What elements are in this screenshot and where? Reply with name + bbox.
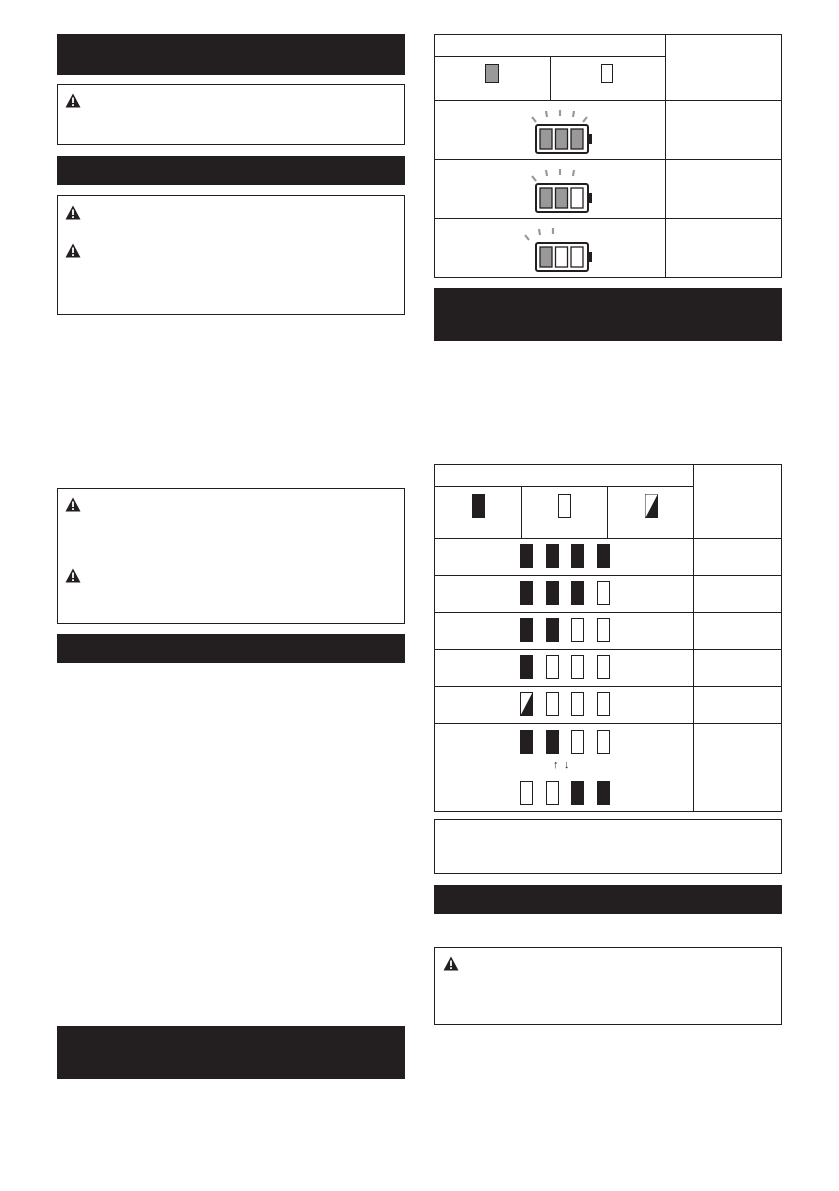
battery-row-1 bbox=[435, 101, 666, 160]
indicator-row-1-right bbox=[694, 539, 782, 576]
lit-lamp-icon bbox=[597, 781, 610, 805]
indicator-row-3-right bbox=[694, 613, 782, 650]
indicator-row-4 bbox=[435, 650, 694, 687]
indicator-row-3 bbox=[435, 613, 694, 650]
battery-row-2-right bbox=[666, 160, 782, 219]
lamp-ray bbox=[546, 111, 547, 117]
warning-triangle-icon bbox=[65, 568, 81, 583]
battery-segment bbox=[556, 129, 568, 149]
indicator-legend-lit bbox=[435, 487, 522, 539]
down-arrow-icon: ↓ bbox=[564, 759, 570, 771]
indicator-row-6-right bbox=[694, 724, 782, 812]
warning-triangle-icon bbox=[65, 497, 81, 512]
battery-icon bbox=[524, 105, 604, 157]
unlit-lamp-icon bbox=[571, 655, 584, 679]
warning-box-2 bbox=[57, 195, 405, 315]
unlit-lamp-icon bbox=[546, 781, 559, 805]
battery-row-3 bbox=[435, 219, 666, 278]
unlit-lamp-icon bbox=[546, 692, 559, 716]
section-header-bar-4 bbox=[57, 1026, 405, 1079]
lit-lamp-icon bbox=[597, 544, 610, 568]
half-lit-lamp-icon bbox=[645, 494, 658, 518]
lit-lamp-icon bbox=[520, 618, 533, 642]
battery-level-table bbox=[434, 34, 782, 278]
lamp-ray bbox=[532, 176, 536, 181]
battery-segment bbox=[556, 247, 568, 267]
section-header-bar-6 bbox=[434, 885, 782, 914]
lit-lamp-icon bbox=[520, 544, 533, 568]
indicator-row-5 bbox=[435, 687, 694, 724]
battery-icon bbox=[524, 164, 604, 216]
unlit-lamp-icon bbox=[597, 655, 610, 679]
indicator-row-2-right bbox=[694, 576, 782, 613]
indicator-row-6 bbox=[435, 724, 694, 812]
battery-terminal bbox=[588, 193, 592, 203]
lit-lamp-icon bbox=[472, 494, 485, 518]
lamp-ray bbox=[525, 235, 529, 240]
unlit-lamp-icon bbox=[571, 730, 584, 754]
lit-lamp-icon bbox=[520, 655, 533, 679]
unlit-lamp-icon bbox=[520, 781, 533, 805]
lamp-ray bbox=[583, 117, 587, 122]
warning-triangle-icon bbox=[65, 243, 81, 258]
unlit-lamp-icon bbox=[597, 581, 610, 605]
lit-lamp-icon bbox=[520, 730, 533, 754]
battery-row-1-right bbox=[666, 101, 782, 160]
indicator-row-4-right bbox=[694, 650, 782, 687]
battery-terminal bbox=[588, 134, 592, 144]
lamp-ray bbox=[573, 111, 574, 117]
battery-segment bbox=[540, 188, 552, 208]
battery-row-3-right bbox=[666, 219, 782, 278]
warning-triangle-icon bbox=[443, 956, 459, 971]
battery-segment bbox=[571, 247, 583, 267]
indicator-lamp-table bbox=[434, 464, 782, 812]
warning-box-4 bbox=[434, 947, 782, 1025]
lamp-ray bbox=[573, 170, 574, 176]
section-header-bar-5 bbox=[434, 288, 782, 341]
warning-triangle-icon bbox=[65, 205, 81, 220]
lit-lamp-icon bbox=[485, 64, 499, 83]
section-header-bar-2 bbox=[57, 156, 405, 185]
unlit-lamp-icon bbox=[597, 730, 610, 754]
lit-lamp-icon bbox=[571, 581, 584, 605]
battery-legend-lit bbox=[435, 57, 551, 101]
indicator-table-header-right bbox=[694, 465, 782, 539]
unlit-lamp-icon bbox=[597, 618, 610, 642]
unlit-lamp-icon bbox=[601, 64, 613, 83]
battery-segment bbox=[571, 129, 583, 149]
section-header-bar-1 bbox=[57, 34, 405, 75]
unlit-lamp-icon bbox=[571, 618, 584, 642]
lit-lamp-icon bbox=[546, 618, 559, 642]
lamp-ray bbox=[546, 170, 547, 176]
warning-triangle-icon bbox=[65, 93, 81, 108]
lit-lamp-icon bbox=[546, 581, 559, 605]
lamp-ray bbox=[539, 229, 540, 235]
battery-icon bbox=[524, 223, 604, 275]
battery-segment bbox=[540, 247, 552, 267]
lamp-ray bbox=[532, 117, 536, 122]
unlit-lamp-icon bbox=[558, 494, 571, 518]
indicator-table-header bbox=[435, 465, 694, 487]
battery-segment bbox=[571, 188, 583, 208]
warning-box-1 bbox=[57, 84, 405, 145]
warning-box-3 bbox=[57, 488, 405, 624]
half-lit-lamp-icon bbox=[520, 692, 533, 716]
battery-segment bbox=[540, 129, 552, 149]
unlit-lamp-icon bbox=[546, 655, 559, 679]
up-arrow-icon: ↑ bbox=[553, 759, 559, 771]
battery-terminal bbox=[588, 252, 592, 262]
battery-table-header bbox=[435, 35, 666, 57]
lit-lamp-icon bbox=[571, 544, 584, 568]
section-header-bar-3 bbox=[57, 634, 405, 663]
battery-segment bbox=[556, 188, 568, 208]
unlit-lamp-icon bbox=[571, 692, 584, 716]
battery-row-2 bbox=[435, 160, 666, 219]
unlit-lamp-icon bbox=[597, 692, 610, 716]
lit-lamp-icon bbox=[546, 730, 559, 754]
indicator-row-2 bbox=[435, 576, 694, 613]
lit-lamp-icon bbox=[520, 581, 533, 605]
indicator-row-5-right bbox=[694, 687, 782, 724]
indicator-row-1 bbox=[435, 539, 694, 576]
battery-table-header-right bbox=[666, 35, 782, 101]
battery-legend-off bbox=[551, 57, 666, 101]
lit-lamp-icon bbox=[571, 781, 584, 805]
indicator-legend-off bbox=[521, 487, 607, 539]
indicator-legend-blink bbox=[607, 487, 694, 539]
note-box bbox=[434, 819, 782, 874]
lit-lamp-icon bbox=[546, 544, 559, 568]
